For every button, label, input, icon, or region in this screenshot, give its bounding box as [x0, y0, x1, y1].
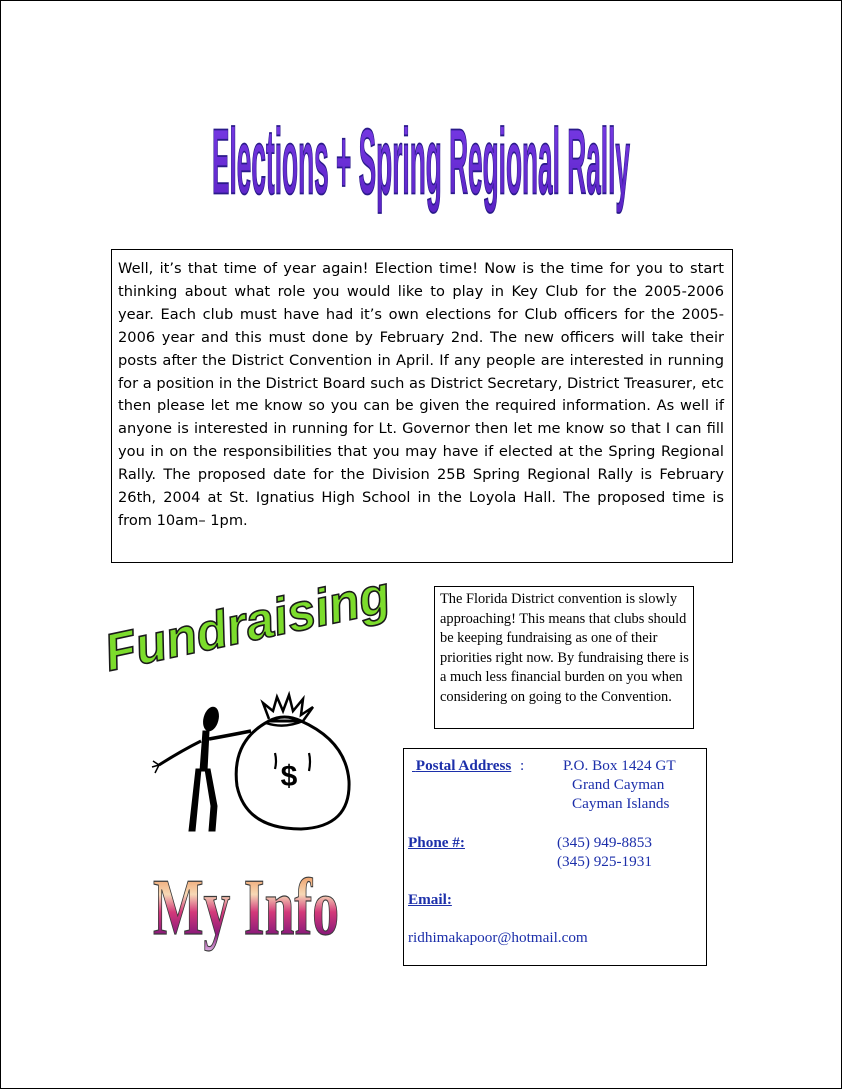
title-text: Elections + Spring Regional Rally	[212, 109, 631, 214]
dollar-sign: $	[280, 760, 298, 793]
email-address[interactable]: ridhimakapoor@hotmail.com	[408, 929, 588, 946]
postal-colon: :	[520, 757, 525, 774]
phone-1: (345) 949-8853	[557, 834, 652, 851]
fundraising-heading: Fundraising	[99, 564, 403, 683]
fundraising-text-box	[434, 586, 694, 729]
phone-2: (345) 925-1931	[557, 853, 652, 870]
postal-line-3: Cayman Islands	[572, 795, 670, 812]
fundraising-wordart	[99, 564, 411, 686]
title-wordart	[201, 99, 641, 229]
phone-label: Phone #:	[408, 834, 465, 851]
my-info-heading: My Info	[153, 863, 339, 952]
money-bag-illustration	[151, 691, 361, 841]
email-label: Email:	[408, 891, 452, 908]
postal-line-1: P.O. Box 1424 GT	[563, 757, 676, 774]
fundraising-paragraph: The Florida District convention is slowly approaching! This means that clubs should be keeping fundraising as one of their priorities right now. By fundraising there is a much less financial burden on you when considering on going to the Convention.	[440, 591, 689, 705]
postal-address-label: Postal Address	[415, 757, 512, 774]
election-text-box	[111, 249, 733, 563]
postal-line-2: Grand Cayman	[572, 776, 665, 793]
my-info-wordart	[146, 851, 346, 956]
contact-info-box	[403, 748, 707, 966]
election-paragraph: Well, it’s that time of year again! Election time! Now is the time for you to start thinking about what role you would like to play in Key Club for the 2005-2006 year. Each club must have had it’s own elections for Club officers for the 2005-2006 year and this must done by February 2nd. The new officers will take their posts after the District Convention in April. If any people are interested in running for a position in the District Board such as District Secretary, District Treasurer, etc then please let me know so you can be given the required information. As well if anyone is interested in running for Lt. Governor then let me know so that I can fill you in on the responsibilities that you may have if elected at the Spring Regional Rally. The proposed date for the Division 25B Spring Regional Rally is February 26th, 2004 at St. Ignatius High School in the Loyola Hall. The proposed time is from 10am– 1pm.	[118, 260, 724, 529]
money-bag-icon	[236, 695, 349, 829]
